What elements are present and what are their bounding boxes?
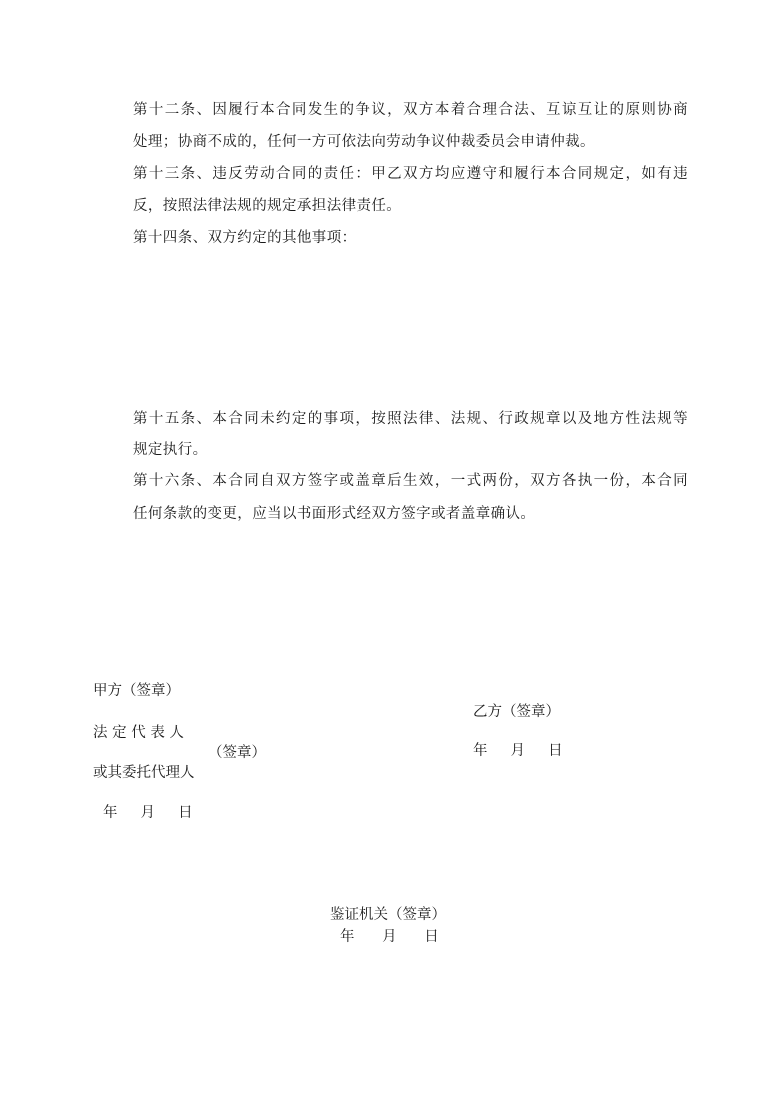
clause-16-line-1: 第十六条、本合同自双方签字或盖章后生效，一式两份，双方各执一份，本合同 bbox=[133, 473, 688, 489]
party-b-date: 年 月 日 bbox=[473, 743, 563, 759]
party-a-legal-rep: 法 定 代 表 人 bbox=[93, 725, 184, 741]
clause-13-line-1: 第十三条、违反劳动合同的责任：甲乙双方均应遵守和履行本合同规定，如有违 bbox=[133, 166, 688, 182]
party-a-date: 年 月 日 bbox=[103, 805, 193, 821]
clause-16-line-2: 任何条款的变更，应当以书面形式经双方签字或者盖章确认。 bbox=[133, 506, 536, 522]
clause-12-line-2: 处理；协商不成的，任何一方可依法向劳动争议仲裁委员会申请仲裁。 bbox=[133, 134, 595, 150]
authority-label: 鉴证机关（签章） bbox=[330, 907, 446, 923]
clause-14-line-1: 第十四条、双方约定的其他事项： bbox=[133, 230, 357, 246]
party-a-agent: 或其委托代理人 bbox=[93, 765, 195, 781]
party-a-seal: （签章） bbox=[208, 745, 266, 761]
clause-12-line-1: 第十二条、因履行本合同发生的争议，双方本着合理合法、互谅互让的原则协商 bbox=[133, 102, 688, 118]
clause-15-line-1: 第十五条、本合同未约定的事项，按照法律、法规、行政规章以及地方性法规等 bbox=[133, 411, 688, 427]
party-a-label: 甲方（签章） bbox=[93, 683, 180, 699]
clause-15-line-2: 规定执行。 bbox=[133, 442, 208, 458]
authority-date: 年 月 日 bbox=[340, 929, 439, 945]
clause-13-line-2: 反，按照法律法规的规定承担法律责任。 bbox=[133, 198, 402, 214]
party-b-label: 乙方（签章） bbox=[473, 704, 560, 720]
